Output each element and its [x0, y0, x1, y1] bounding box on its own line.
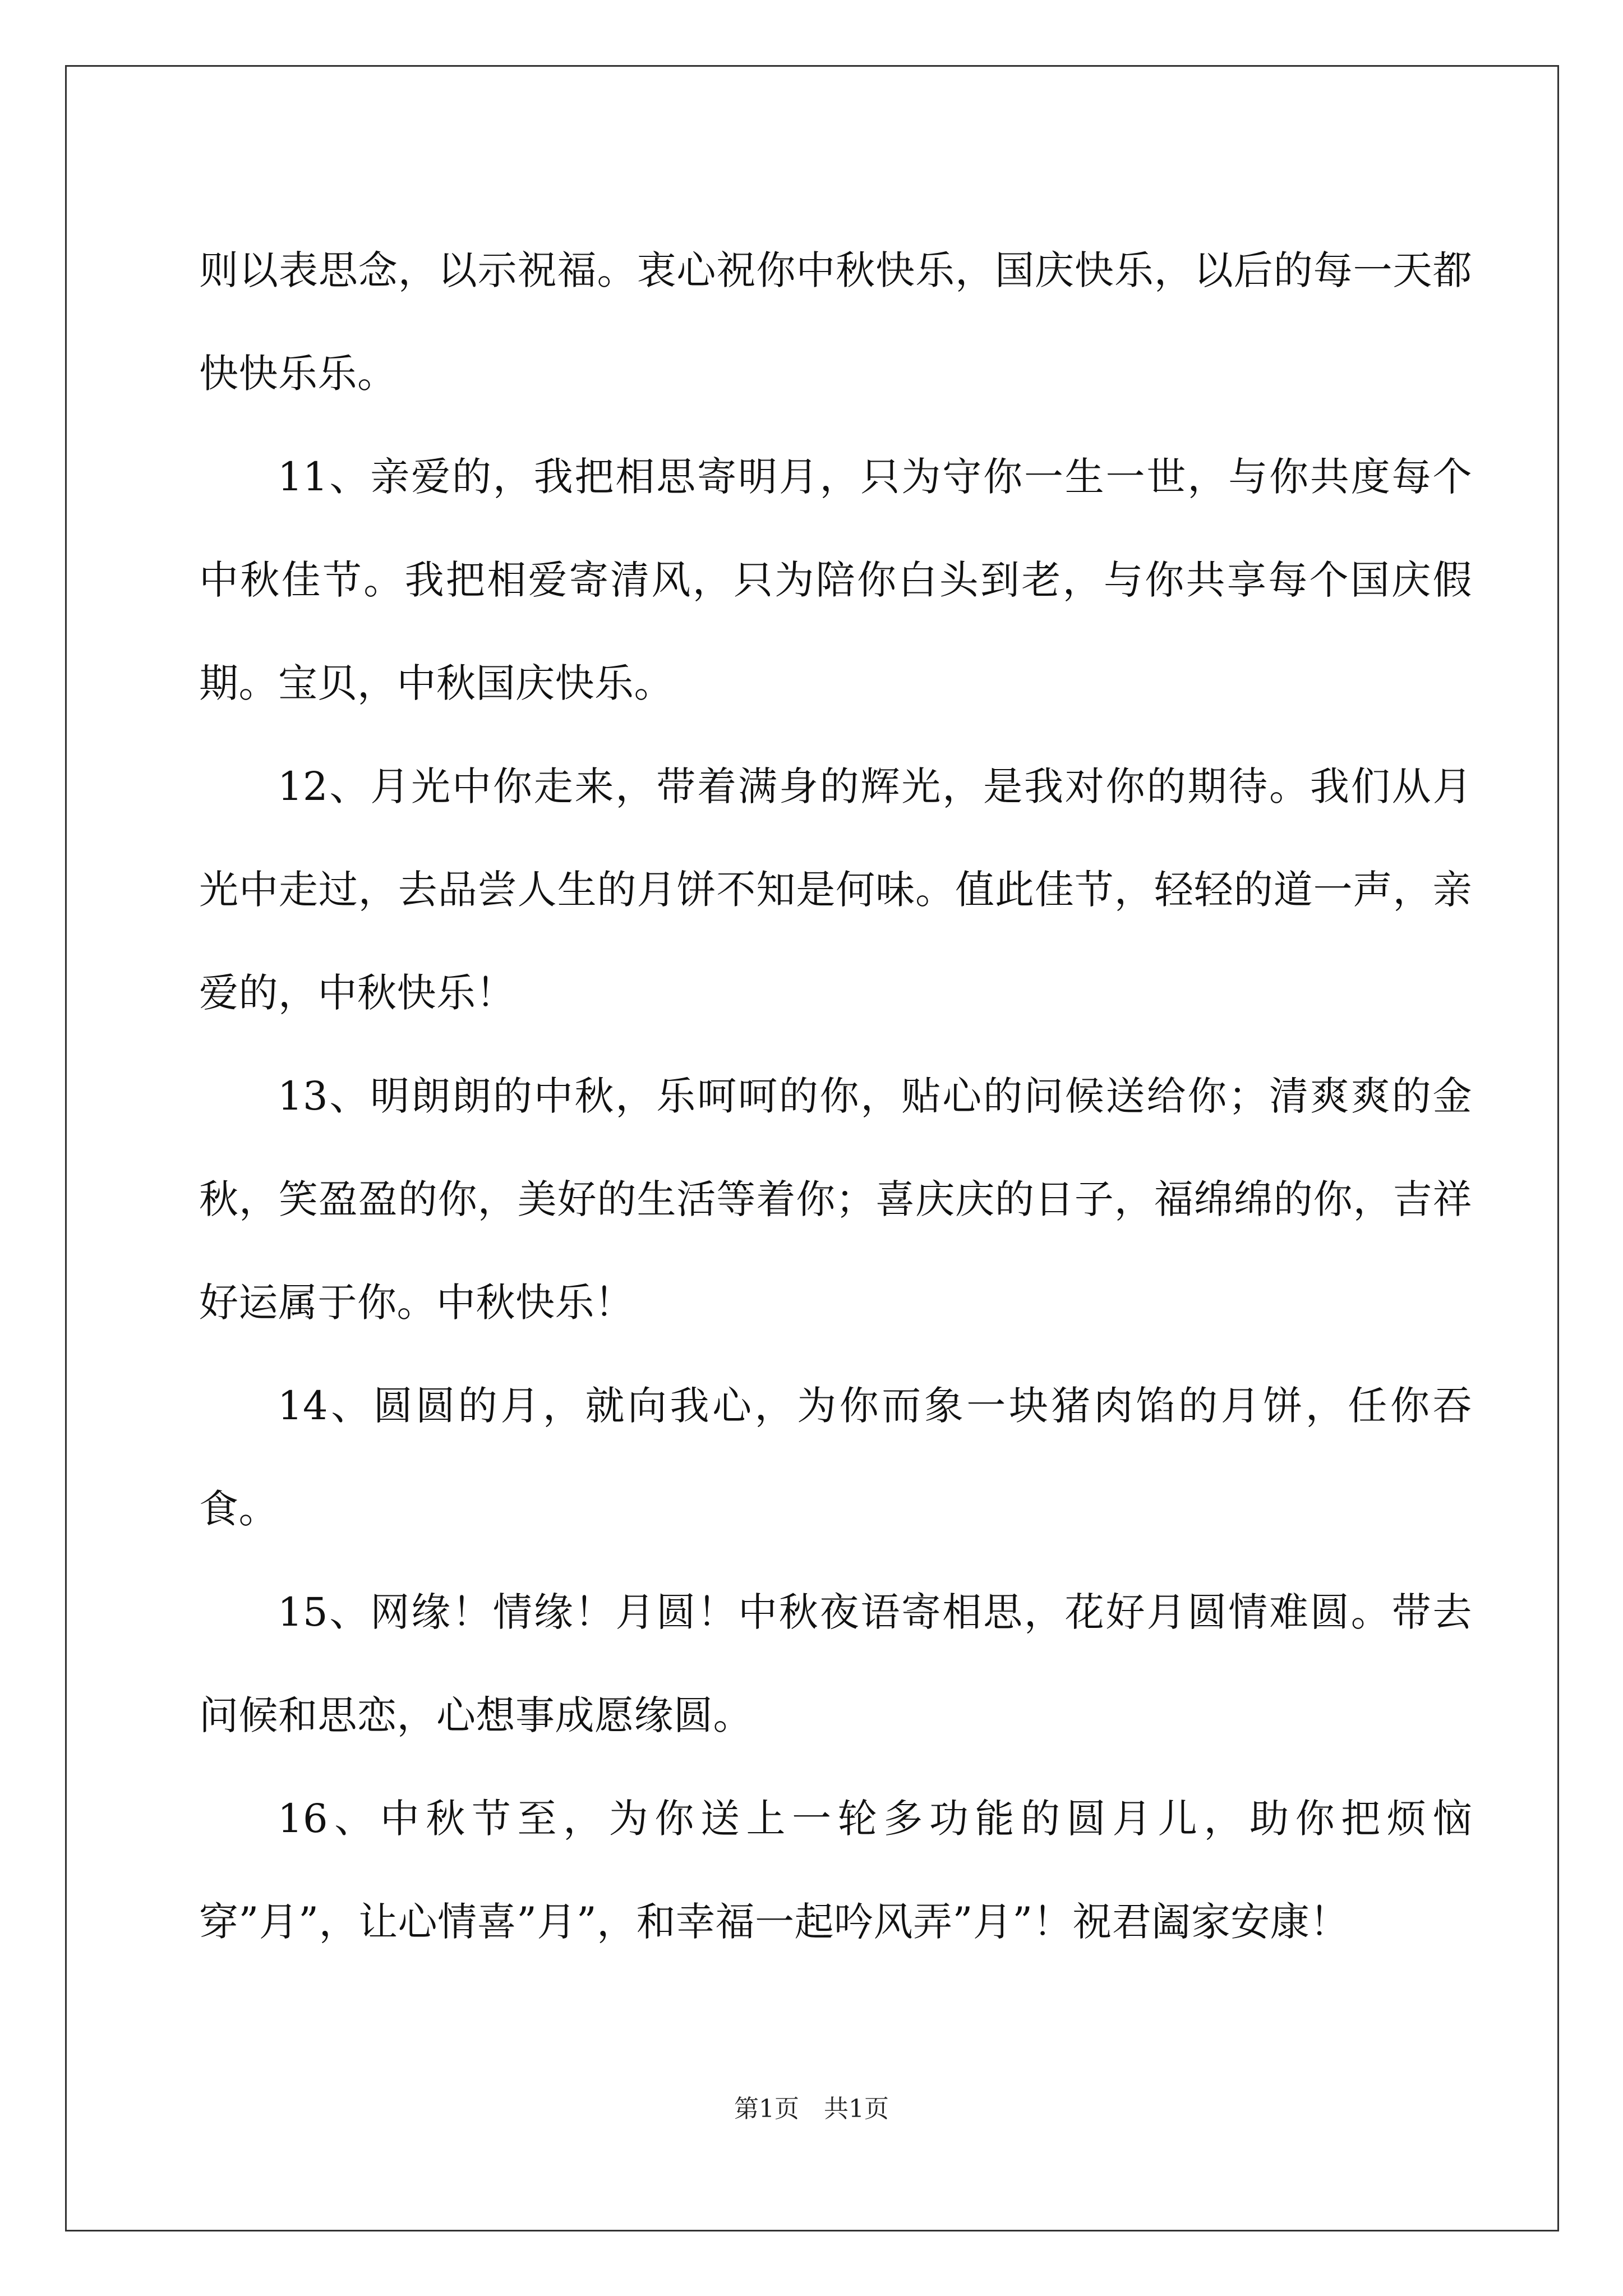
paragraph-continuation: 则以表思念，以示祝福。衷心祝你中秋快乐，国庆快乐，以后的每一天都快快乐乐。: [199, 247, 1472, 397]
paragraph-item-15: 15、网缘！情缘！月圆！中秋夜语寄相思，花好月圆情难圆。带去问候和思恋，心想事成愿缘圆。: [199, 1589, 1472, 1738]
paragraph-item-11: 11、亲爱的，我把相思寄明月，只为守你一生一世，与你共度每个中秋佳节。我把相爱寄清风，只为陪你白头到老，与你共享每个国庆假期。宝贝，中秋国庆快乐。: [199, 454, 1472, 706]
paragraph-item-14: 14、圆圆的月，就向我心，为你而象一块猪肉馅的月饼，任你吞食。: [199, 1383, 1472, 1532]
document-body: [199, 219, 1472, 1973]
paragraph-item-16: 16、中秋节至，为你送上一轮多功能的圆月儿，助你把烦恼穿”月”，让心情喜”月”，和幸福一起吟风弄”月”！祝君阖家安康！: [199, 1796, 1472, 1945]
page-number-footer: 第1页 共1页: [734, 2095, 889, 2123]
paragraph-item-13: 13、明朗朗的中秋，乐呵呵的你，贴心的问候送给你；清爽爽的金秋，笑盈盈的你，美好的生活等着你；喜庆庆的日子，福绵绵的你，吉祥好运属于你。中秋快乐！: [199, 1073, 1472, 1326]
paragraph-item-12: 12、月光中你走来，带着满身的辉光，是我对你的期待。我们从月光中走过，去品尝人生的月饼不知是何味。值此佳节，轻轻的道一声，亲爱的，中秋快乐！: [199, 763, 1472, 1016]
